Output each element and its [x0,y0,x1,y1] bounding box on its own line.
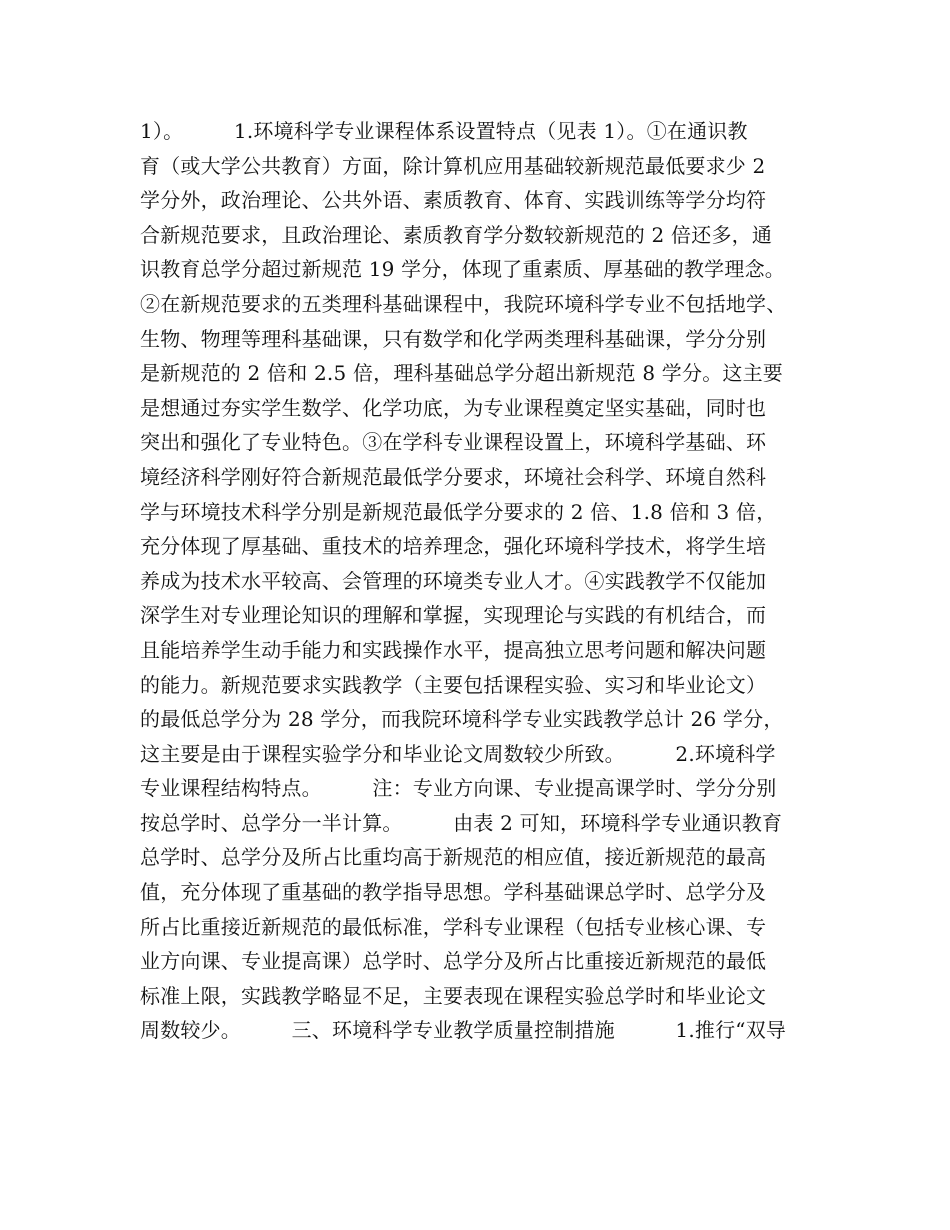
body-text [140,114,830,1048]
text-line: 是想通过夯实学生数学、化学功底，为专业课程奠定坚实基础，同时也 [140,395,767,420]
text-line: 生物、物理等理科基础课，只有数学和化学两类理科基础课，学分分别 [140,326,767,351]
text-line: 周数较少。 三、环境科学专业教学质量控制措施 1.推行“双导 [140,1018,787,1043]
text-line: 标准上限，实践教学略显不足，主要表现在课程实验总学时和毕业论文 [140,983,767,1008]
text-line: 专业课程结构特点。 注：专业方向课、专业提高课学时、学分分别 [140,776,777,801]
text-line: 且能培养学生动手能力和实践操作水平，提高独立思考问题和解决问题 [140,637,767,662]
text-line: 学与环境技术科学分别是新规范最低学分要求的 2 倍、1.8 倍和 3 倍， [140,499,777,524]
text-line: 境经济科学刚好符合新规范最低学分要求，环境社会科学、环境自然科 [140,464,767,489]
text-line: 突出和强化了专业特色。③在学科专业课程设置上，环境科学基础、环 [140,430,767,455]
text-line: 学分外，政治理论、公共外语、素质教育、体育、实践训练等学分均符 [140,188,767,213]
text-line: ②在新规范要求的五类理科基础课程中，我院环境科学专业不包括地学、 [140,291,787,316]
text-line: 所占比重接近新规范的最低标准，学科专业课程（包括专业核心课、专 [140,914,767,939]
text-line: 是新规范的 2 倍和 2.5 倍，理科基础总学分超出新规范 8 学分。这主要 [140,361,783,386]
text-line: 的最低总学分为 28 学分，而我院环境科学专业实践教学总计 26 学分， [140,707,784,732]
text-line: 育（或大学公共教育）方面，除计算机应用基础较新规范最低要求少 2 [140,153,766,178]
text-line: 合新规范要求，且政治理论、素质教育学分数较新规范的 2 倍还多，通 [140,222,773,247]
text-line: 的能力。新规范要求实践教学（主要包括课程实验、实习和毕业论文） [140,672,767,697]
text-line: 按总学时、总学分一半计算。 由表 2 可知，环境科学专业通识教育 [140,810,783,835]
text-line: 总学时、总学分及所占比重均高于新规范的相应值，接近新规范的最高 [140,845,767,870]
text-line: 业方向课、专业提高课）总学时、总学分及所占比重接近新规范的最低 [140,949,767,974]
text-line: 这主要是由于课程实验学分和毕业论文周数较少所致。 2.环境科学 [140,741,776,766]
text-line: 深学生对专业理论知识的理解和掌握，实现理论与实践的有机结合，而 [140,603,767,628]
text-line: 养成为技术水平较高、会管理的环境类专业人才。④实践教学不仅能加 [140,568,767,593]
text-line: 1）。 1.环境科学专业课程体系设置特点（见表 1）。①在通识教 [140,119,748,143]
text-line: 识教育总学分超过新规范 19 学分，体现了重素质、厚基础的教学理念。 [140,257,785,282]
text-line: 充分体现了厚基础、重技术的培养理念，强化环境科学技术，将学生培 [140,534,767,559]
text-line: 值，充分体现了重基础的教学指导思想。学科基础课总学时、总学分及 [140,880,767,905]
